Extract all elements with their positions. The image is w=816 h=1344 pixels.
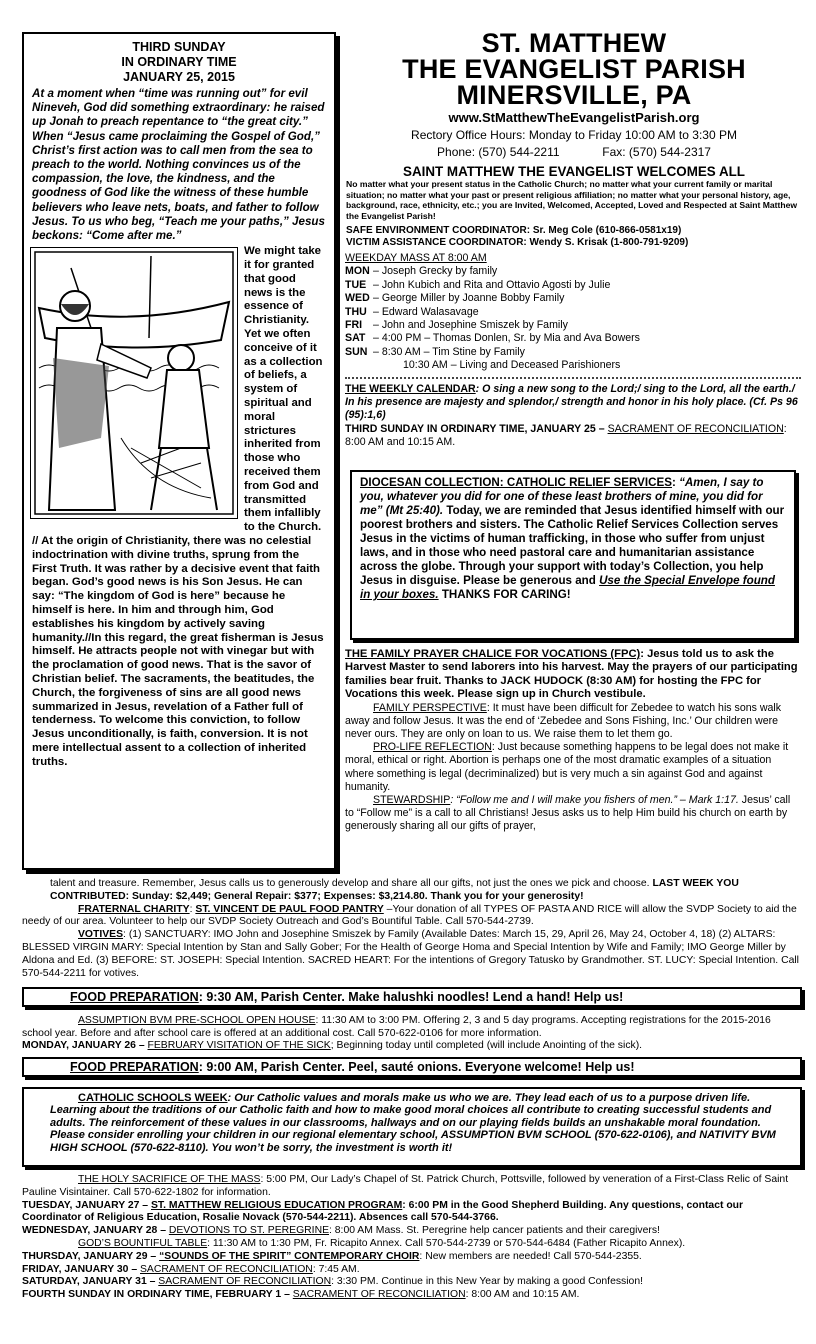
mass-row bbox=[345, 306, 801, 319]
mass-intention: – George Miller by Joanne Bobby Family bbox=[373, 292, 565, 305]
crs-thanks: THANKS FOR CARING! bbox=[441, 588, 571, 601]
mass-intention: – 8:30 AM – Tim Stine by Family bbox=[373, 345, 525, 358]
choir-link: “SOUNDS OF THE SPIRIT” CONTEMPORARY CHOIR bbox=[159, 1250, 420, 1262]
elementary-school: ASSUMPTION BVM SCHOOL (570-622-0106), bbox=[440, 1129, 674, 1142]
votives-text: : (1) SANCTUARY: IMO John and Josephine Smiszek by Family (Available Dates: March 15, 29, April 26, May 24, October 4, 18) (2) ALTARS: BLESSED VIRGIN MARY: Special Intention by Stan and Sally Gober; For the Health of George Homa and Special Intention by Wife and Family; IMO George Miller by Aldona and Ed. (3) BEFORE: ST. JOSEPH: Special Intention. SACRED HEART: For the intentions of Gregory Tatusko by Grandmother. ST. LUCY: Special Intention. Call 570-544-2211 for votives. bbox=[22, 929, 799, 979]
divider bbox=[345, 377, 801, 379]
thursday-date: THURSDAY, JANUARY 29 – bbox=[22, 1250, 157, 1262]
coordinators bbox=[346, 225, 802, 249]
mass-intention: – John Kubich and Rita and Ottavio Agosti by Julie bbox=[373, 278, 611, 291]
welcome-title: SAINT MATTHEW THE EVANGELIST WELCOMES ALL bbox=[403, 164, 745, 179]
saturday-reconciliation-link: SACRAMENT OF RECONCILIATION bbox=[158, 1276, 332, 1288]
mass-schedule bbox=[345, 252, 801, 450]
schools-and: and bbox=[676, 1129, 697, 1142]
devotions-link: DEVOTIONS TO ST. PEREGRINE bbox=[168, 1225, 329, 1237]
fpc-body: Jesus told us to ask the Harvest Master to send laborers into his harvest. May the prayers of our participating families bear fruit. Thanks to JACK HUDOCK (8:30 AM) for hosting the FPC for Vocations this week. Please sign up in Church vestibule. bbox=[345, 648, 798, 701]
friday-event bbox=[22, 1264, 802, 1277]
monday-notice bbox=[22, 1040, 802, 1053]
stewardship-text: Jesus’ call to “Follow me” is a call to all Christians! Jesus asks us to help Him build his church on earth by generously sharing all our gifts of prayer, bbox=[345, 794, 791, 833]
reconciliation-link: SACRAMENT OF RECONCILIATION bbox=[607, 422, 784, 435]
reconciliation-times: : 8:00 AM and 10:15 AM. bbox=[345, 422, 787, 449]
sidebar-intro: At a moment when “time was running out” for evil Nineveh, God did something extraordinary: he raised up Jonah to preach repentance to “the great city.” When “Jesus came proclaiming the Gospel of God,” Christ’s first action was to call men from the sea to preach to the world. Nothing convinces us of the compassion, the love, the kindness, and the goodness of God like the witness of these humble believers who leave nets, boats, and father to follow Jesus. To us who beg, “Teach me your paths,” Jesus beckons: “Come after me.” bbox=[32, 87, 325, 243]
mass-row bbox=[345, 265, 801, 278]
schools-label: CATHOLIC SCHOOLS WEEK bbox=[78, 1092, 228, 1104]
food-preparation-label: FOOD PREPARATION bbox=[70, 1060, 199, 1074]
fax-number: Fax: (570) 544-2317 bbox=[602, 145, 711, 159]
mass-intention: – Joseph Grecky by family bbox=[373, 265, 498, 278]
saturday-event bbox=[22, 1276, 802, 1289]
prolife-text: : Just because something happens to be legal does not make it moral, ethical or right. Abortion is perhaps one of the most dramatic examples of a situation where something is legal (decriminalized) but is very much a sin against God and against humanity. bbox=[345, 741, 789, 793]
preschool-label: ASSUMPTION BVM PRE-SCHOOL OPEN HOUSE bbox=[78, 1015, 316, 1026]
sunday-reconciliation bbox=[345, 423, 801, 450]
family-perspective bbox=[345, 702, 801, 742]
crs-envelope: Use the Special Envelope found in your boxes. bbox=[360, 574, 775, 601]
schools-body: : Our Catholic values and morals make us who we are. They lead each of us to a purpose driven life. Learning about the traditions of our Catholic faith and how to make good moral choices all contribute to creating successful students and adults. The reinforcement of these values in our classrooms, hallways and on our playing fields builds an unshakable moral foundation. Please consider enrolling your children in our regional elementary school, bbox=[50, 1092, 772, 1142]
mass-intention: – 4:00 PM – Thomas Donlen, Sr. by Mia and Ava Bowers bbox=[373, 332, 640, 345]
religious-education-text: : 6:00 PM in the Good Shepherd Building. Any questions, contact our Coordinator of Religious Education, Rosalie Novack (570-544-2211). Absences call 570-544-3766. bbox=[22, 1199, 744, 1224]
catholic-schools-week-box bbox=[22, 1087, 802, 1167]
votives-label: VOTIVES bbox=[78, 929, 124, 941]
food-preparation-banner bbox=[22, 987, 802, 1007]
illustration-drawing bbox=[31, 248, 237, 518]
parish-website[interactable]: www.StMatthewTheEvangelistParish.org bbox=[448, 110, 700, 125]
mass-intention: – Edward Walasavage bbox=[373, 305, 479, 318]
mass-schedule-title: WEEKDAY MASS AT 8:00 AM bbox=[345, 252, 487, 264]
mass-day bbox=[345, 359, 403, 372]
mass-row bbox=[345, 279, 801, 292]
stewardship-continued-text: talent and treasure. Remember, Jesus calls us to generously develop and share all our gifts, not just the ones we pick and choose. bbox=[50, 878, 650, 889]
weekly-contributions: LAST WEEK YOU CONTRIBUTED: Sunday: $2,449; General Repair: $377; Expenses: $3,214.80. Thank you for your generosity! bbox=[50, 878, 739, 902]
family-perspective-label: FAMILY PERSPECTIVE bbox=[373, 701, 487, 714]
friday-reconciliation-text: : 7:45 AM. bbox=[312, 1263, 360, 1275]
jesus-calling-fishermen-illustration bbox=[30, 247, 238, 519]
fpc-title: THE FAMILY PRAYER CHALICE FOR VOCATIONS (FPC) bbox=[345, 648, 641, 660]
mass-day: THU bbox=[345, 305, 367, 318]
prolife-label: PRO-LIFE REFLECTION bbox=[373, 741, 492, 754]
food-preparation-label: FOOD PREPARATION bbox=[70, 990, 199, 1004]
mass-day: MON bbox=[345, 265, 370, 278]
gods-bountiful-table bbox=[22, 1238, 802, 1251]
stewardship-continued bbox=[22, 878, 802, 904]
stewardship-quote: : “Follow me and I will make you fishers of men.” – Mark 1:17. bbox=[450, 794, 739, 807]
parish-title: ST. MATTHEW bbox=[481, 28, 667, 58]
weekly-calendar bbox=[345, 383, 801, 423]
food-preparation-banner bbox=[22, 1057, 802, 1077]
holy-sacrifice bbox=[22, 1174, 802, 1200]
weekly-events bbox=[22, 1174, 802, 1302]
mass-row bbox=[345, 346, 801, 359]
schools-closing: You won’t be sorry, the investment is worth it! bbox=[211, 1141, 453, 1154]
family-perspective-text: : It must have been difficult for Zebedee to watch his sons walk away and follow Jesus. It was the end of ‘Zebedee and Sons Fishing, Inc.’ Our children were never ours. They are only on loan to us. We raise them to let them go. bbox=[345, 701, 782, 741]
parish-title: THE EVANGELIST PARISH bbox=[402, 54, 746, 84]
office-hours: Rectory Office Hours: Monday to Friday 10:00 AM to 3:30 PM bbox=[411, 128, 737, 142]
food-pantry-link: ST. VINCENT DE PAUL FOOD PANTRY bbox=[195, 903, 384, 915]
food-preparation-text: : 9:00 AM, Parish Center. Peel, sauté onions. Everyone welcome! Help us! bbox=[198, 1060, 635, 1074]
mass-row bbox=[345, 359, 801, 372]
choir-text: : New members are needed! Call 570-544-2355. bbox=[419, 1250, 642, 1262]
homily-sidebar bbox=[22, 32, 336, 870]
fraternal-charity: FRATERNAL CHARITY: ST. VINCENT DE PAUL FOOD PANTRY –Your donation of all TYPES OF PASTA AND RICE will allow the SVDP Society to aid the needy of our area. Volunteer to help our SVDP Society Outreach and God’s Bountiful Table. Call 570-544-2739. bbox=[22, 903, 797, 928]
parish-header bbox=[346, 30, 802, 249]
mass-day: FRI bbox=[345, 319, 363, 332]
safe-environment-coordinator: SAFE ENVIRONMENT COORDINATOR: Sr. Meg Cole (610-866-0581x19) bbox=[346, 225, 682, 236]
tuesday-event bbox=[22, 1200, 802, 1226]
schools-text bbox=[50, 1092, 792, 1154]
stewardship bbox=[345, 794, 801, 834]
sunday-reconciliation-text: : 8:00 AM and 10:15 AM. bbox=[465, 1289, 580, 1301]
friday-reconciliation-link: SACRAMENT OF RECONCILIATION bbox=[140, 1263, 313, 1275]
gods-bountiful-label: GOD’S BOUNTIFUL TABLE bbox=[78, 1237, 208, 1249]
gods-bountiful-text: : 11:30 AM to 1:30 PM, Fr. Ricapito Annex. Call 570-544-2739 or 570-544-6484 (Father Ricapito Annex). bbox=[207, 1237, 686, 1249]
wednesday-event bbox=[22, 1225, 802, 1238]
sunday-date: FOURTH SUNDAY IN ORDINARY TIME, FEBRUARY 1 – bbox=[22, 1289, 290, 1301]
wednesday-date: WEDNESDAY, JANUARY 28 – bbox=[22, 1225, 166, 1237]
tuesday-date: TUESDAY, JANUARY 27 – bbox=[22, 1199, 149, 1211]
mass-intention: 10:30 AM – Living and Deceased Parishioners bbox=[403, 359, 621, 372]
sidebar-heading bbox=[32, 40, 326, 85]
preschool-notice bbox=[22, 1015, 802, 1053]
preschool-open-house bbox=[22, 1015, 802, 1040]
victim-assistance-coordinator: VICTIM ASSISTANCE COORDINATOR: Wendy S. Krisak (1-800-791-9209) bbox=[346, 237, 689, 248]
preschool-text: : 11:30 AM to 3:00 PM. Offering 2, 3 and 5 day programs. Accepting registrations for the 2015-2016 school year. Before and after school care is offered at an additional cost. Call 570-622-0106 for more information. bbox=[22, 1015, 771, 1039]
mass-day: SAT bbox=[345, 332, 366, 345]
stewardship-label: STEWARDSHIP bbox=[373, 794, 451, 807]
mass-day: TUE bbox=[345, 278, 367, 291]
thursday-event bbox=[22, 1251, 802, 1264]
crs-collection-box bbox=[350, 470, 796, 640]
holy-sacrifice-label: THE HOLY SACRIFICE OF THE MASS bbox=[78, 1174, 261, 1185]
visitation-text: ; Beginning today until completed (will include Anointing of the sick). bbox=[330, 1040, 643, 1052]
fraternal-charity-text: –Your donation of all TYPES OF PASTA AND RICE will allow the SVDP Society to aid the needy of our area. Volunteer to help our SVDP Society Outreach and God’s Bountiful Table. Call 570-544-2739. bbox=[22, 903, 797, 928]
contact-line bbox=[346, 145, 802, 159]
religious-education-link: ST. MATTHEW RELIGIOUS EDUCATION PROGRAM bbox=[150, 1199, 403, 1211]
devotions-text: : 8:00 AM Mass. St. Peregrine help cancer patients and their caregivers! bbox=[329, 1225, 660, 1237]
saturday-date: SATURDAY, JANUARY 31 – bbox=[22, 1276, 156, 1288]
friday-date: FRIDAY, JANUARY 30 – bbox=[22, 1263, 138, 1275]
saturday-reconciliation-text: : 3:30 PM. Continue in this New Year by making a good Confession! bbox=[331, 1276, 643, 1288]
holy-sacrifice-text: : 5:00 PM, Our Lady’s Chapel of St. Patrick Church, Pottsville, followed by veneration of a First-Class Relic of Saint Pauline Visintainer. Call 570-622-1802 for information. bbox=[22, 1174, 789, 1198]
sidebar-heading-line: THIRD SUNDAY bbox=[132, 40, 226, 54]
parish-location: MINERSVILLE, PA bbox=[456, 80, 692, 110]
monday-date: MONDAY, JANUARY 26 – bbox=[22, 1040, 145, 1052]
visitation-link: FEBRUARY VISITATION OF THE SICK bbox=[147, 1040, 331, 1052]
weekly-calendar-label: THE WEEKLY CALENDAR bbox=[345, 382, 476, 395]
mass-row bbox=[345, 292, 801, 305]
crs-body: Today, we are reminded that Jesus identified himself with our poorest brothers and sisters. The Catholic Relief Services Collection serves Jesus in the victims of human trafficking, in those who suffer from unjust laws, and in those who need pastoral care and humanitarian assistance across the globe. Through your support with today’s Collection, you help Jesus in disguise. Please be generous and bbox=[360, 504, 785, 587]
weekly-calendar-verse: : O sing a new song to the Lord;/ sing to the Lord, all the earth./ In his presence are majesty and splendor,/ strength and honor in his holy place. (Cf. Ps 96 (95):1,6) bbox=[345, 382, 798, 422]
fpc-text: THE FAMILY PRAYER CHALICE FOR VOCATIONS (FPC): Jesus told us to ask the Harvest Master to send laborers into his harvest. May the prayers of our participating families bear fruit. Thanks to JACK HUDOCK (8:30 AM) for hosting the FPC for Vocations this week. Please sign up in Church vestibule. bbox=[345, 648, 798, 701]
mass-intention: – John and Josephine Smiszek by Family bbox=[373, 319, 568, 332]
mass-row bbox=[345, 319, 801, 332]
sunday-reconciliation-link: SACRAMENT OF RECONCILIATION bbox=[292, 1289, 466, 1301]
fraternal-charity-label: FRATERNAL CHARITY bbox=[78, 903, 190, 915]
votives bbox=[22, 929, 802, 980]
food-preparation-text: : 9:30 AM, Parish Center. Make halushki noodles! Lend a hand! Help us! bbox=[198, 990, 624, 1004]
sunday-date: THIRD SUNDAY IN ORDINARY TIME, JANUARY 25 – bbox=[345, 422, 605, 435]
prolife-reflection bbox=[345, 741, 801, 794]
parish-notices bbox=[22, 878, 802, 980]
phone-number: Phone: (570) 544-2211 bbox=[437, 145, 560, 159]
fpc-section bbox=[345, 648, 801, 834]
crs-title: DIOCESAN COLLECTION: CATHOLIC RELIEF SERVICES bbox=[360, 476, 672, 489]
sidebar-body: We might take it for granted that good news is the essence of Christianity. Yet we often conceive of it as a collection of beliefs, a system of spiritual and moral strictures inherited from those who received them from God and transmitted them infallibly to the Church. // At the origin of Christianity, there was no celestial indoctrination with divine truths, sprung from the First Truth. It was rather by a decisive event that faith began. God’s good news is his Son Jesus. He can say: “The kingdom of God is here” because he himself is here. In him and through him, God establishes his kingdom by actively saving humanity.//In this regard, the great fisherman is Jesus himself. He attracts people not with vinegar but with the proclamation of good news. That is the savor of Christian belief. The sacraments, the beatitudes, the Church, the forgiveness of sins are all good news summarized in Jesus, revelation of a Father full of tenderness. To welcome this conviction, to follow Jesus unconditionally, is faith, conversion. It is not mere intellectual assent to a collection of inherited truths. bbox=[32, 245, 324, 768]
mass-day: WED bbox=[345, 292, 370, 305]
high-school: NATIVITY BVM HIGH SCHOOL (570-622-8110). bbox=[50, 1129, 776, 1154]
sunday-event bbox=[22, 1289, 802, 1302]
sidebar-heading-line: IN ORDINARY TIME bbox=[121, 55, 237, 69]
mass-day: SUN bbox=[345, 345, 368, 358]
crs-quote: “Amen, I say to you, whatever you did for one of these least brothers of mine, you did for me” (Mt 25:40). bbox=[360, 476, 764, 517]
crs-text: DIOCESAN COLLECTION: CATHOLIC RELIEF SERVICES: “Amen, I say to you, whatever you did for one of these least brothers of mine, you did for me” (Mt 25:40). Today, we are reminded that Jesus identified himself with our poorest brothers and sisters. The Catholic Relief Services Collection serves Jesus in the victims of human trafficking, in those who suffer from unjust laws, and in those who need pastoral care and humanitarian assistance across the globe. Through your support with today’s Collection, you help Jesus in disguise. Please be generous and Use the Special Envelope found in your boxes. THANKS FOR CARING! bbox=[360, 476, 785, 601]
welcome-text: No matter what your present status in the Catholic Church; no matter what your current family or marital situation; no matter what your past or present religious affiliation; no matter what your personal history, age, background, race, ethnicity, etc.; you are Invited, Welcomed, Accepted, Loved and Respected at Saint Matthew the Evangelist Parish! bbox=[346, 179, 798, 221]
sidebar-heading-line: JANUARY 25, 2015 bbox=[123, 70, 235, 84]
mass-row bbox=[345, 332, 801, 345]
